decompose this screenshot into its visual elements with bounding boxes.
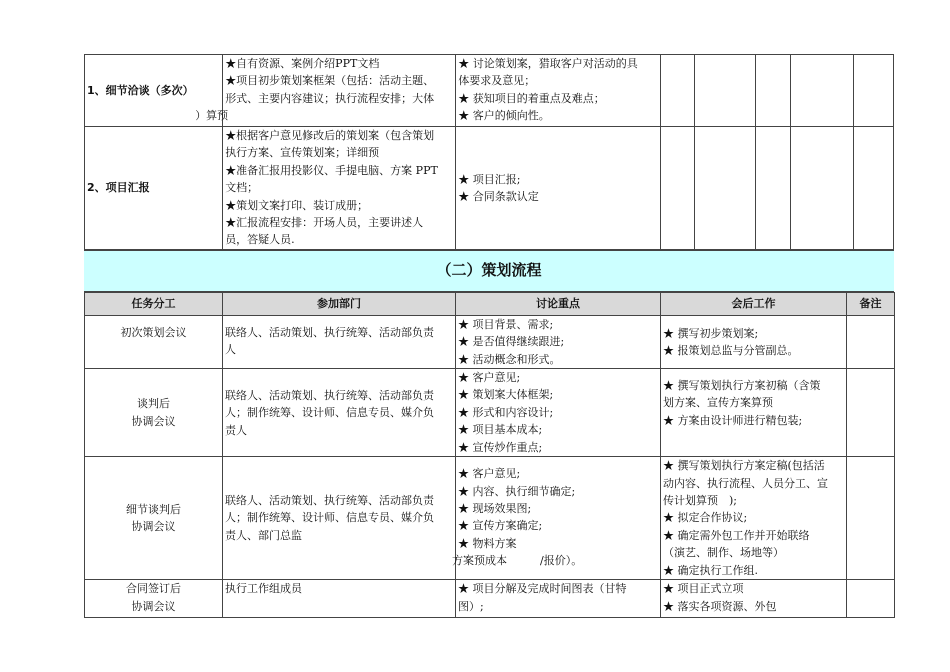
empty-cell <box>853 127 893 250</box>
table-header-row <box>85 292 895 315</box>
discussion-line: ★ 物料方案 <box>458 536 517 550</box>
followup-cell <box>661 315 847 368</box>
followup-line: 划方案、宣传方案算预 <box>663 396 773 410</box>
table-row <box>85 127 894 250</box>
task-label: 2、项目汇报 <box>87 181 150 195</box>
task-label: 1、细节洽谈（多次） <box>87 83 194 97</box>
discussion-line: ★ 宣传方案确定; <box>458 519 543 533</box>
departments-cell <box>223 580 456 618</box>
departments-line: 联络人、活动策划、执行统筹、活动部负责 <box>225 389 434 403</box>
empty-cell <box>791 127 854 250</box>
empty-cell <box>695 127 756 250</box>
departments-line: 责人、部门总监 <box>225 528 302 542</box>
document-page <box>84 54 894 618</box>
materials-line: ★根据客户意见修改后的策划案（包含策划 <box>225 129 435 142</box>
column-header: 讨论重点 <box>456 292 661 315</box>
discussion-line: ★ 现场效果图; <box>458 501 532 515</box>
followup-line: ★ 确定执行工作组. <box>663 563 758 577</box>
materials-cell <box>195 55 456 127</box>
followup-line: ★ 落实各项资源、外包 <box>663 599 777 613</box>
followup-line: 动内容、执行流程、人员分工、宣 <box>663 476 828 490</box>
discussion-line: ★ 讨论策划案，猎取客户对活动的具 <box>458 57 638 70</box>
task-label: 协调会议 <box>131 414 176 428</box>
empty-cell <box>695 55 756 127</box>
task-cell <box>85 315 223 368</box>
discussion-line: ★ 客户的倾向性。 <box>458 109 550 123</box>
departments-line: 执行工作组成员 <box>225 582 302 596</box>
discussion-line: ★ 项目基本成本; <box>458 423 543 437</box>
task-cell <box>85 457 223 580</box>
discussion-cell <box>452 457 661 580</box>
task-label: 协调会议 <box>131 520 176 534</box>
followup-line: ★ 撰写策划执行方案初稿（含策 <box>663 379 821 393</box>
note-cell <box>847 369 895 457</box>
empty-cell <box>755 55 790 127</box>
discussion-line: ★ 项目背景、需求; <box>458 317 554 331</box>
followup-line: （演艺、制作、场地等） <box>663 546 784 560</box>
task-label: 谈判后 <box>137 397 170 411</box>
followup-line: ★ 报策划总监与分管副总。 <box>663 343 799 357</box>
empty-cell <box>755 127 790 250</box>
discussion-line: ★ 活动概念和形式。 <box>458 352 561 366</box>
note-cell <box>847 315 895 368</box>
section-header-table <box>84 250 894 292</box>
table-row <box>85 55 894 127</box>
departments-cell <box>223 315 456 368</box>
empty-cell <box>791 55 854 127</box>
discussion-cell <box>456 127 661 250</box>
followup-line: ★ 方案由设计师进行精包装; <box>663 413 803 427</box>
followup-line: ★ 拟定合作协议; <box>663 511 748 525</box>
task-cell <box>85 580 223 618</box>
materials-line: 执行方案、宣传策划案；详细预 <box>225 146 380 160</box>
materials-line: ★策划文案打印、装订成册； <box>225 198 369 212</box>
note-cell <box>847 457 895 580</box>
materials-line: 员，答疑人员. <box>225 233 295 247</box>
discussion-cell <box>456 580 661 618</box>
column-header: 任务分工 <box>85 292 223 315</box>
section-title: （二）策划流程 <box>84 250 894 291</box>
empty-cell <box>853 55 893 127</box>
discussion-line: ★ 合同条款认定 <box>458 189 539 203</box>
discussion-line: 方案预成本 /报价）。 <box>452 554 583 568</box>
departments-cell <box>223 369 456 457</box>
discussion-cell <box>456 315 661 368</box>
followup-line: ★ 撰写初步策划案; <box>663 326 759 340</box>
materials-line: ★自有资源、案例介绍PPT文档 <box>225 57 380 70</box>
discussion-line: 体要求及意见； <box>458 74 536 88</box>
followup-line: 传计划算预 ); <box>663 493 737 507</box>
departments-cell <box>223 457 456 580</box>
table-row <box>85 580 895 618</box>
followup-line: ★ 撰写策划执行方案定稿(包括活 <box>663 459 825 473</box>
column-header: 会后工作 <box>661 292 847 315</box>
discussion-line: ★ 策划案大体框架; <box>458 388 554 402</box>
column-header: 参加部门 <box>223 292 456 315</box>
table-row <box>85 369 895 457</box>
discussion-line: 图）; <box>458 599 484 613</box>
task-label: 细节谈判后 <box>126 502 181 516</box>
followup-line: ★ 确定需外包工作并开始联络 <box>663 528 810 542</box>
materials-line: ★汇报流程安排：开场人员，主要讲述人 <box>225 216 424 230</box>
table-row <box>85 457 895 580</box>
materials-line: 形式、主要内容建议；执行流程安排；大体 <box>225 91 435 105</box>
process-table <box>84 292 895 618</box>
materials-line: 文档； <box>225 181 259 195</box>
materials-cell <box>223 127 456 250</box>
followup-line: ★ 项目正式立项 <box>663 582 744 596</box>
task-label: 初次策划会议 <box>120 325 187 339</box>
negotiation-table <box>84 54 894 250</box>
note-cell <box>847 580 895 618</box>
departments-line: 责人 <box>225 423 247 437</box>
followup-cell <box>661 369 847 457</box>
discussion-line: ★ 客户意见; <box>458 371 521 385</box>
task-cell <box>85 369 223 457</box>
task-label: 合同签订后 <box>126 582 181 596</box>
departments-line: 联络人、活动策划、执行统筹、活动部负责 <box>225 493 434 507</box>
column-header: 备注 <box>847 292 895 315</box>
departments-line: 联络人、活动策划、执行统筹、活动部负责 <box>225 325 434 339</box>
discussion-line: ★ 项目汇报; <box>458 172 521 186</box>
discussion-cell <box>456 55 661 127</box>
departments-line: 人；制作统筹、设计师、信息专员、媒介负 <box>225 511 434 525</box>
empty-cell <box>660 127 694 250</box>
departments-line: 人；制作统筹、设计师、信息专员、媒介负 <box>225 406 434 420</box>
discussion-line: ★ 是否值得继续跟进; <box>458 335 565 349</box>
task-label: 协调会议 <box>131 599 176 613</box>
table-row <box>85 315 895 368</box>
discussion-cell <box>456 369 661 457</box>
discussion-line: ★ 项目分解及完成时间图表（甘特 <box>458 582 627 596</box>
followup-cell <box>661 457 847 580</box>
discussion-line: ★ 形式和内容设计; <box>458 405 554 419</box>
followup-cell <box>661 580 847 618</box>
discussion-line: ★ 获知项目的着重点及难点； <box>458 91 605 105</box>
discussion-line: ★ 客户意见; <box>458 467 521 481</box>
task-cell <box>85 127 223 250</box>
materials-line: ★项目初步策划案框架（包括：活动主题、 <box>225 74 435 88</box>
empty-cell <box>660 55 694 127</box>
materials-line: ★准备汇报用投影仪、手提电脑、方案 PPT <box>225 163 438 177</box>
discussion-line: ★ 内容、执行细节确定; <box>458 484 576 498</box>
departments-line: 人 <box>225 343 236 357</box>
discussion-line: ★ 宣传炒作重点; <box>458 440 543 454</box>
materials-line: ）算预 <box>195 109 229 123</box>
